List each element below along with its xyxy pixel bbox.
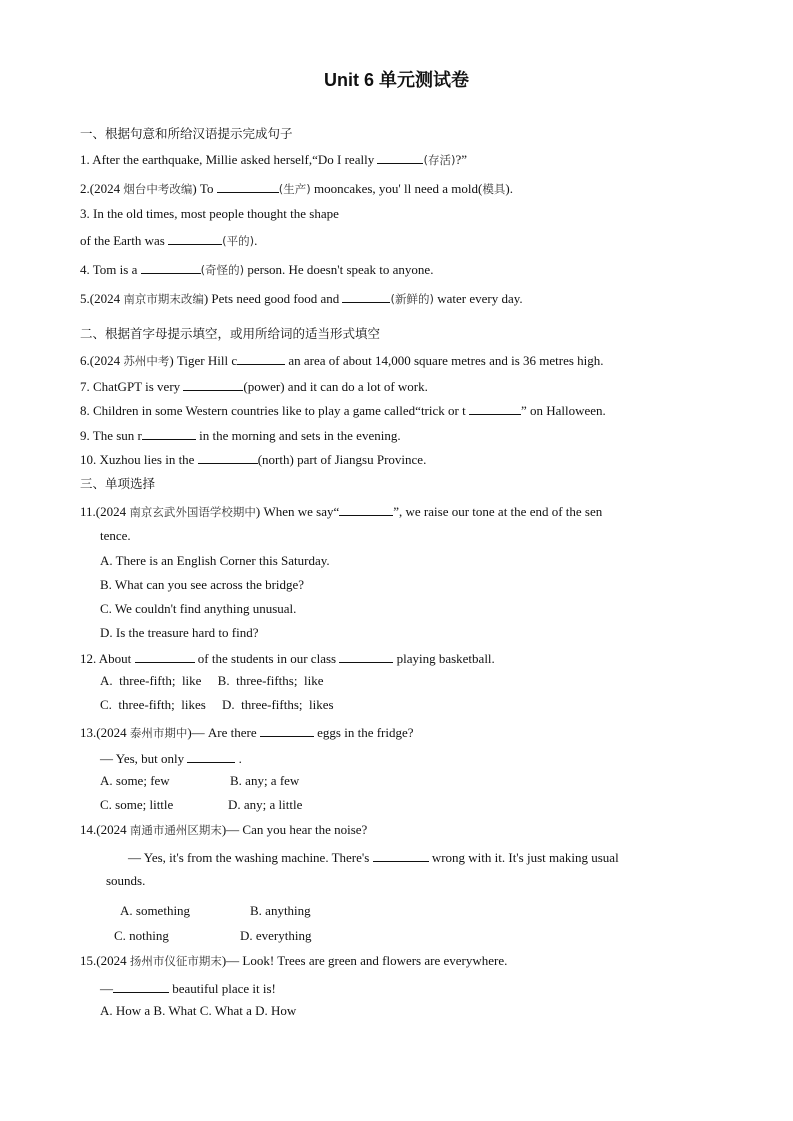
question-13-response: — Yes, but only . (100, 751, 242, 766)
options[interactable]: A. How a B. What C. What a D. How (100, 1003, 297, 1018)
question-3: 3. In the old times, most people thought the shape (80, 206, 339, 221)
answer-blank[interactable] (469, 401, 521, 415)
question-14: 14.(2024 南通市通州区期末)— Can you hear the noise? (80, 822, 368, 837)
option-b[interactable]: B. any; a few (230, 773, 300, 788)
question-14-response: — Yes, it's from the washing machine. There's wrong with it. It's just making usual (128, 850, 619, 865)
question-13: 13.(2024 泰州市期中)— Are there eggs in the fridge? (80, 725, 414, 740)
answer-blank[interactable] (135, 649, 195, 663)
question-8: 8. Children in some Western countries like to play a game called“trick or t ” on Halloween. (80, 403, 606, 418)
question-11-continued: tence. (100, 528, 131, 543)
option-c[interactable]: C. We couldn't find anything unusual. (100, 601, 297, 616)
question-1: 1. After the earthquake, Millie asked herself,“Do I really (存活)?” (80, 152, 467, 167)
section-heading-2: 二、根据首字母提示填空，或用所给词的适当形式填空 (80, 326, 381, 341)
question-3-continued: of the Earth was (平的). (80, 233, 258, 248)
option-d[interactable]: D. Is the treasure hard to find? (100, 625, 259, 640)
answer-blank[interactable] (237, 351, 285, 365)
answer-blank[interactable] (339, 502, 393, 516)
answer-blank[interactable] (142, 426, 196, 440)
question-15-response: — beautiful place it is! (100, 981, 276, 996)
options-cd[interactable]: C. three-fifth; likes D. three-fifths; likes (100, 697, 334, 712)
option-a[interactable]: A. something (120, 903, 191, 918)
answer-blank[interactable] (198, 450, 258, 464)
answer-blank[interactable] (183, 377, 243, 391)
answer-blank[interactable] (377, 150, 423, 164)
question-12: 12. About of the students in our class playing basketball. (80, 651, 495, 666)
option-d[interactable]: D. any; a little (228, 797, 303, 812)
question-6: 6.(2024 苏州中考) Tiger Hill c an area of about 14,000 square metres and is 36 metres high. (80, 353, 604, 368)
answer-blank[interactable] (187, 749, 235, 763)
answer-blank[interactable] (373, 848, 429, 862)
page-title: Unit 6 单元测试卷 (323, 70, 469, 90)
option-b[interactable]: B. What can you see across the bridge? (100, 577, 305, 592)
section-heading-3: 三、单项选择 (80, 476, 156, 491)
answer-blank[interactable] (260, 723, 314, 737)
option-c[interactable]: C. nothing (114, 928, 169, 943)
question-2: 2.(2024 烟台中考改编) To (生产) mooncakes, you' ll need a mold(模具). (80, 181, 513, 196)
answer-blank[interactable] (113, 979, 169, 993)
answer-blank[interactable] (168, 231, 222, 245)
question-10: 10. Xuzhou lies in the (north) part of Jiangsu Province. (80, 452, 427, 467)
question-9: 9. The sun r in the morning and sets in the evening. (80, 428, 401, 443)
option-d[interactable]: D. everything (240, 928, 312, 943)
question-15: 15.(2024 扬州市仪征市期末)— Look! Trees are green and flowers are everywhere. (80, 953, 508, 968)
option-a[interactable]: A. There is an English Corner this Saturday. (100, 553, 330, 568)
answer-blank[interactable] (217, 179, 279, 193)
question-11: 11.(2024 南京玄武外国语学校期中) When we say“ ”, we raise our tone at the end of the sen (80, 504, 603, 519)
question-5: 5.(2024 南京市期末改编) Pets need good food and (新鲜的) water every day. (80, 291, 523, 306)
answer-blank[interactable] (141, 260, 201, 274)
section-heading-1: 一、根据句意和所给汉语提示完成句子 (80, 126, 293, 141)
question-14-continued: sounds. (106, 873, 146, 888)
option-b[interactable]: B. anything (250, 903, 311, 918)
option-a[interactable]: A. some; few (100, 773, 170, 788)
answer-blank[interactable] (339, 649, 393, 663)
option-c[interactable]: C. some; little (100, 797, 174, 812)
answer-blank[interactable] (342, 289, 390, 303)
question-4: 4. Tom is a (奇怪的) person. He doesn't speak to anyone. (80, 262, 434, 277)
question-7: 7. ChatGPT is very (power) and it can do a lot of work. (80, 379, 428, 394)
options-ab[interactable]: A. three-fifth; like B. three-fifths; like (100, 673, 324, 688)
